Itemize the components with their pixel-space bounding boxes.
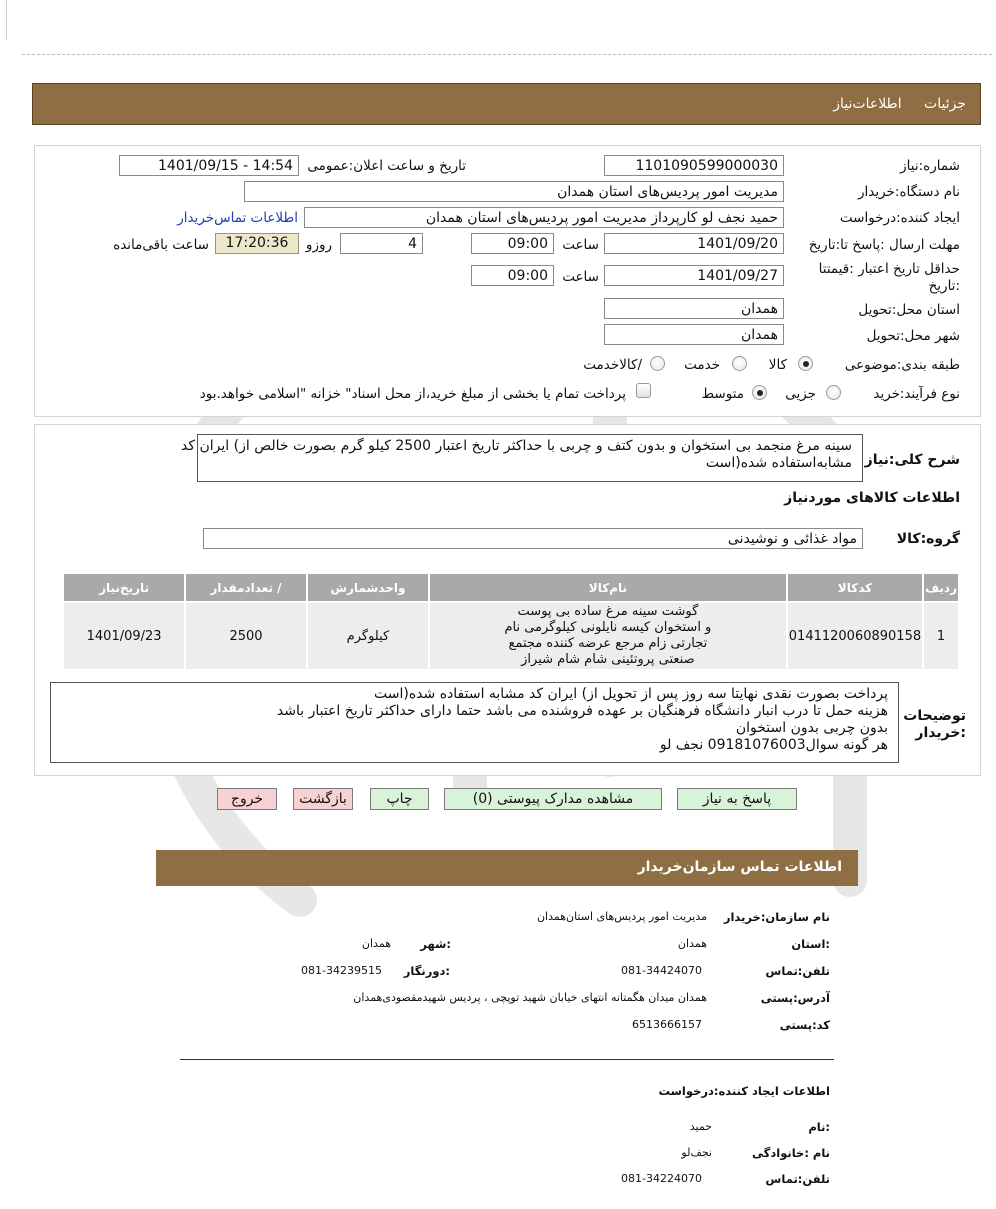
deadline-label: مهلت ارسال :پاسخ تا:تاریخ: [808, 237, 960, 253]
contact-province-label: :استان: [791, 937, 830, 951]
table-row: [64, 603, 958, 669]
validity-time-field: 09:00: [471, 265, 554, 286]
goods-table: [62, 572, 960, 671]
cell-qty: 2500: [186, 603, 306, 669]
contact-section-title: اطلاعات تماس سازمان‌خریدار: [637, 859, 842, 875]
cell-name-line: و استخوان کیسه نایلونی کیلوگرمی نام: [504, 620, 712, 635]
deadline-time-field: 09:00: [471, 233, 554, 254]
goods-group-label: گروه:کالا: [896, 531, 960, 547]
remaining-time-clock: 17:20:36: [215, 233, 299, 254]
reply-button[interactable]: پاسخ به نیاز: [677, 788, 797, 810]
category-radio-service[interactable]: [732, 356, 747, 371]
process-radio-small[interactable]: [826, 385, 841, 400]
category-radio-goods-service[interactable]: [650, 356, 665, 371]
cell-name: [430, 603, 786, 669]
top-divider: [22, 54, 992, 55]
description-label: شرح کلی:نیاز: [864, 452, 960, 468]
need-number-label: شماره:نیاز: [900, 158, 960, 174]
cell-name-line: صنعتی پروتئینی شام شام شیراز: [521, 652, 695, 667]
validity-date-field: 1401/09/27: [604, 265, 784, 286]
tab-details[interactable]: جزئیات: [924, 96, 966, 112]
contact-org-label: نام سازمان:خریدار: [723, 910, 830, 924]
category-label: طبقه بندی:موضوعی: [844, 357, 960, 373]
col-date: تاریخ‌نیاز: [64, 574, 184, 601]
col-unit: واحدشمارش: [308, 574, 428, 601]
buyer-contact-link[interactable]: اطلاعات تماس‌خریدار: [177, 210, 298, 226]
contact-province-value: همدان: [677, 937, 707, 950]
validity-label-line1: حداقل تاریخ اعتبار :قیمتتا: [818, 261, 960, 277]
buyer-org-field: مدیریت امور پردیس‌های استان همدان: [244, 181, 784, 202]
process-buy-text: خرید: [873, 386, 900, 402]
requester-name-value: حمید: [689, 1120, 712, 1133]
days-field: 4: [340, 233, 423, 254]
validity-time-label: ساعت: [562, 269, 599, 285]
goods-group-field: مواد غذائی و نوشیدنی: [203, 528, 863, 549]
treasury-payment-note: پرداخت تمام یا بخشی از مبلغ خرید،از محل اسناد" خزانه "اسلامی خواهد.بود: [199, 386, 626, 402]
category-option-goods-service: /کالاخدمت: [583, 357, 642, 373]
contact-separator: [180, 1059, 834, 1060]
contact-section-header: [156, 850, 858, 886]
buyer-notes-line: بدون چربی بدون استخوان: [735, 720, 888, 736]
requester-info-title: اطلاعات ایجاد کننده:درخواست: [658, 1084, 830, 1098]
remaining-label: ساعت باقی‌مانده: [113, 237, 209, 253]
treasury-payment-checkbox[interactable]: [636, 383, 651, 398]
province-label: استان محل:تحویل: [858, 302, 960, 318]
announce-label: تاریخ و ساعت اعلان:عمومی: [307, 158, 466, 174]
category-radio-goods[interactable]: [798, 356, 813, 371]
buyer-org-label: نام دستگاه:خریدار: [857, 184, 960, 200]
buyer-notes-line: هزینه حمل تا درب انبار دانشگاه فرهنگیان بر عهده فروشنده می باشد حتما دارای حداکثر تاریخ اعتبار باشد: [276, 703, 888, 719]
city-label: شهر محل:تحویل: [866, 328, 960, 344]
cell-row: 1: [924, 603, 958, 669]
cell-date: 1401/09/23: [64, 603, 184, 669]
cell-name-line: تجارتی زام مرجع عرضه کننده مجتمع: [508, 636, 708, 651]
contact-city-value: همدان: [361, 937, 391, 950]
goods-info-heading: اطلاعات کالاهای موردنیاز: [784, 490, 960, 506]
contact-fax-value: 081-34239515: [301, 964, 382, 977]
contact-city-label: :شهر: [420, 937, 451, 951]
contact-org-value: مدیریت امور پردیس‌های استان‌همدان: [536, 910, 707, 923]
requester-field: حمید نجف لو کارپرداز مدیریت امور پردیس‌های استان همدان: [304, 207, 784, 228]
contact-phone-value: 081-34424070: [621, 964, 702, 977]
contact-postal-label: کد:پستی: [779, 1018, 830, 1032]
description-line-2: مشابه‌استفاده شده(است: [705, 455, 852, 471]
tab-need-info[interactable]: اطلاعات‌نیاز: [833, 96, 902, 112]
requester-label: ایجاد کننده:درخواست: [839, 210, 960, 226]
requester-phone-label: تلفن:تماس: [765, 1172, 830, 1186]
announce-field: 1401/09/15 - 14:54: [119, 155, 299, 176]
buyer-notes-line: هر گونه سوال09181076003 نجف لو: [659, 737, 888, 753]
exit-button[interactable]: خروج: [217, 788, 277, 810]
view-attachments-button[interactable]: مشاهده مدارک پیوستی (0): [444, 788, 662, 810]
page-header-bar: [32, 83, 981, 125]
deadline-time-label: ساعت: [562, 237, 599, 253]
col-code: کدکالا: [788, 574, 922, 601]
requester-family-value: نجف‌لو: [681, 1146, 712, 1159]
deadline-date-field: 1401/09/20: [604, 233, 784, 254]
process-option-medium: متوسط: [701, 386, 744, 402]
need-number-field: 1101090599000030: [604, 155, 784, 176]
col-name: نام‌کالا: [430, 574, 786, 601]
buyer-notes-label-2: :خریدار: [915, 725, 966, 741]
description-line-1: سینه مرغ منجمد بی استخوان و بدون کتف و چربی با حداکثر تاریخ اعتبار 2500 کیلو گرم بصورت خالص از) ایران کد: [181, 438, 852, 454]
category-option-service: خدمت: [684, 357, 720, 373]
col-qty: / تعدادمقدار: [186, 574, 306, 601]
requester-name-label: :نام: [808, 1120, 830, 1134]
cell-code: 0141120060890158: [788, 603, 922, 669]
buyer-notes-label-1: توضیحات: [903, 708, 966, 724]
buyer-notes-box: [50, 682, 899, 763]
cell-unit: کیلوگرم: [308, 603, 428, 669]
cell-name-line: گوشت سینه مرغ ساده بی پوست: [517, 604, 699, 619]
back-button[interactable]: بازگشت: [293, 788, 353, 810]
requester-phone-value: 081-34224070: [621, 1172, 702, 1185]
process-option-small: جزیی: [785, 386, 816, 402]
province-field: همدان: [604, 298, 784, 319]
contact-address-value: همدان میدان هگمتانه انتهای خیابان شهید توپچی ، پردیس شهید‌مقصودی‌همدان: [353, 991, 707, 1004]
process-radio-medium[interactable]: [752, 385, 767, 400]
contact-address-label: آدرس:پستی: [760, 991, 830, 1005]
buyer-notes-line: پرداخت بصورت نقدی نهایتا سه روز پس از تحویل از) ایران کد مشابه استفاده شده(است: [374, 686, 888, 702]
col-row: ردیف: [924, 574, 958, 601]
category-option-goods: کالا: [768, 357, 787, 373]
print-button[interactable]: چاپ: [370, 788, 429, 810]
contact-fax-label: :دورنگار: [403, 964, 450, 978]
validity-label-line2: :تاریخ: [928, 278, 960, 294]
left-edge-line: [6, 0, 7, 40]
days-label: روزو: [305, 237, 332, 253]
contact-phone-label: تلفن:تماس: [765, 964, 830, 978]
city-field: همدان: [604, 324, 784, 345]
requester-family-label: نام :خانوادگی: [752, 1146, 830, 1160]
process-label: نوع فرآیند:: [899, 386, 960, 402]
description-box: [181, 434, 863, 482]
contact-postal-value: 6513666157: [632, 1018, 702, 1031]
